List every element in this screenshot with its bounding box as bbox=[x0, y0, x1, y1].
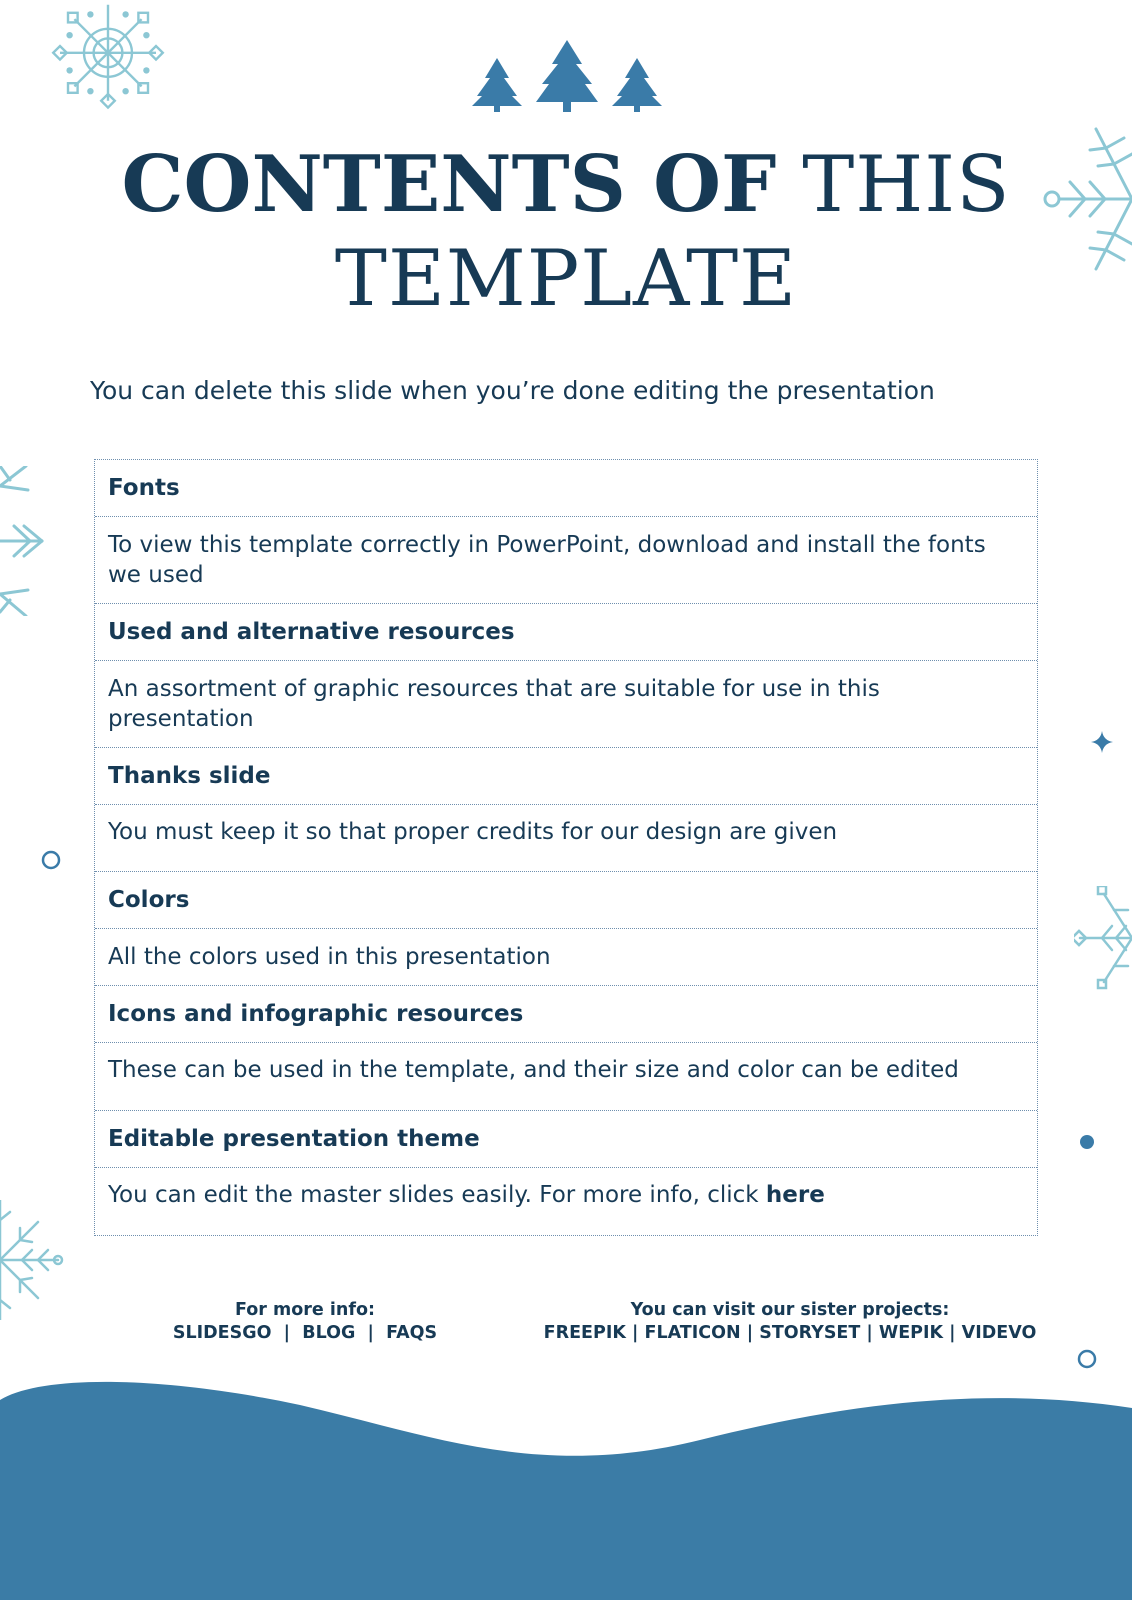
link-flaticon[interactable]: FLATICON bbox=[644, 1323, 741, 1343]
footer-more-info bbox=[170, 1299, 440, 1345]
footer-wave bbox=[0, 1380, 1132, 1600]
row-resources-body: An assortment of graphic resources that are suitable for use in this presentation bbox=[95, 661, 1037, 748]
snowflake-icon bbox=[38, 0, 178, 112]
separator: | bbox=[283, 1323, 291, 1343]
footer-sister-projects bbox=[540, 1299, 1040, 1345]
separator: | bbox=[632, 1323, 639, 1343]
snowflake-icon bbox=[1074, 886, 1132, 990]
link-faqs[interactable]: FAQS bbox=[386, 1323, 438, 1343]
title-bold: CONTENTS OF bbox=[121, 139, 777, 230]
footer-left-heading: For more info: bbox=[235, 1300, 375, 1320]
row-theme-heading: Editable presentation theme bbox=[95, 1111, 1037, 1168]
row-resources-heading: Used and alternative resources bbox=[95, 604, 1037, 661]
page-title bbox=[0, 138, 1132, 326]
row-thanks-heading: Thanks slide bbox=[95, 748, 1037, 805]
tree-icon bbox=[472, 38, 662, 112]
here-link[interactable]: here bbox=[765, 1182, 825, 1208]
link-blog[interactable]: BLOG bbox=[302, 1323, 356, 1343]
separator: | bbox=[949, 1323, 956, 1343]
link-freepik[interactable]: FREEPIK bbox=[543, 1323, 626, 1343]
row-fonts-heading: Fonts bbox=[95, 460, 1037, 517]
title-light-line2: TEMPLATE bbox=[334, 234, 798, 324]
row-thanks-body: You must keep it so that proper credits for our design are given bbox=[95, 805, 1037, 872]
snowflake-icon bbox=[0, 466, 48, 616]
sparkle-icon bbox=[1090, 730, 1114, 754]
ring-icon bbox=[1077, 1349, 1097, 1369]
ring-icon bbox=[41, 850, 61, 870]
dot-icon bbox=[1079, 1134, 1095, 1150]
row-icons-body: These can be used in the template, and their size and color can be edited bbox=[95, 1043, 1037, 1111]
separator: | bbox=[746, 1323, 754, 1343]
subtitle: You can delete this slide when you’re done editing the presentation bbox=[90, 376, 935, 405]
row-colors-body: All the colors used in this presentation bbox=[95, 929, 1037, 986]
snowflake-icon bbox=[0, 1200, 64, 1320]
footer-right-heading: You can visit our sister projects: bbox=[630, 1300, 950, 1320]
contents-table bbox=[94, 459, 1038, 1236]
row-colors-heading: Colors bbox=[95, 872, 1037, 929]
separator: | bbox=[367, 1323, 374, 1343]
row-theme-body: You can edit the master slides easily. For more info, click here bbox=[108, 1182, 825, 1208]
title-light: THIS bbox=[802, 140, 1011, 230]
row-fonts-body: To view this template correctly in PowerPoint, download and install the fonts we used bbox=[95, 517, 1037, 604]
separator: | bbox=[866, 1323, 873, 1343]
link-videvo[interactable]: VIDEVO bbox=[961, 1323, 1037, 1343]
row-icons-heading: Icons and infographic resources bbox=[95, 986, 1037, 1043]
link-wepik[interactable]: WEPIK bbox=[878, 1323, 944, 1343]
link-slidesgo[interactable]: SLIDESGO bbox=[172, 1323, 272, 1343]
link-storyset[interactable]: STORYSET bbox=[759, 1323, 861, 1343]
